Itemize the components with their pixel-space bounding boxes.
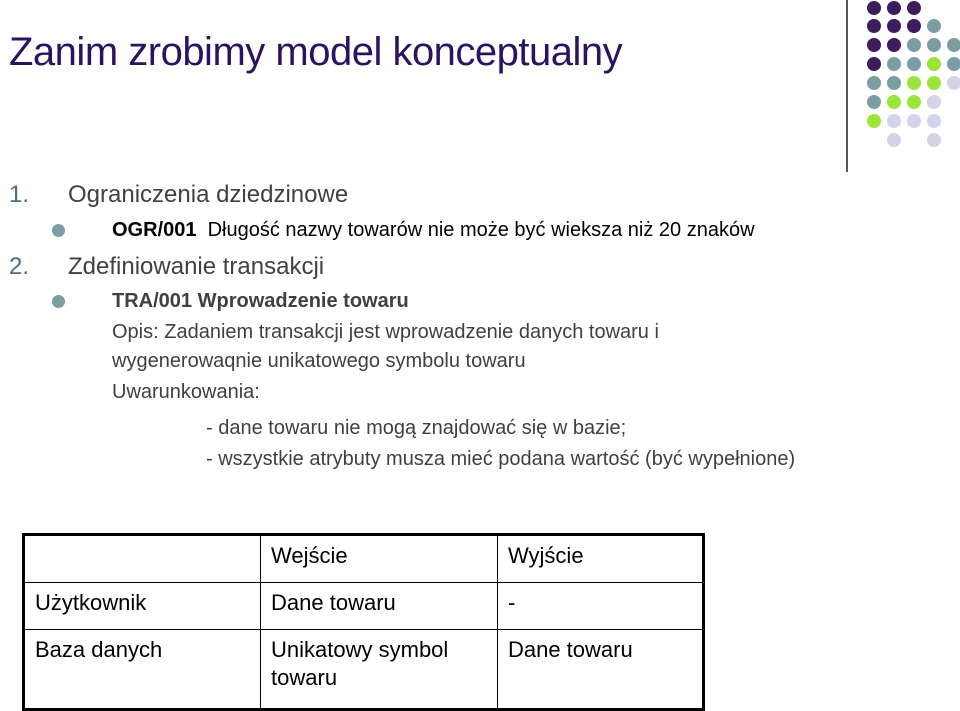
table-header-row [24, 535, 704, 583]
decorative-dot [887, 19, 901, 33]
section-2-heading: Zdefiniowanie transakcji [68, 253, 325, 280]
table-cell: Dane towaru [497, 630, 703, 710]
table-header-cell: Wyjście [497, 535, 703, 583]
decorative-dot [867, 114, 881, 128]
constraint-code: OGR/001 [112, 219, 197, 241]
condition-item: - dane towaru nie mogą znajdować się w bazie; [206, 417, 627, 439]
table-cell: Użytkownik [24, 583, 261, 630]
decorative-dot [947, 76, 960, 90]
decorative-dot [907, 57, 921, 71]
section-1-bullet [112, 219, 755, 242]
decorative-dot [907, 114, 921, 128]
section-2-number: 2. [9, 253, 30, 280]
table-header-cell: Wejście [261, 535, 498, 583]
section-2-bullet [112, 290, 409, 313]
decorative-dot [927, 38, 941, 52]
table-cell: Dane towaru [261, 583, 498, 630]
bullet-dot-icon [52, 224, 65, 237]
decorative-dot-grid [0, 0, 960, 180]
decorative-dot [887, 133, 901, 147]
table-header-cell [24, 535, 261, 583]
section-1-number: 1. [9, 181, 30, 208]
description-line-1: Opis: Zadaniem transakcji jest wprowadzenie danych towaru i [112, 321, 659, 343]
conditions-label: Uwarunkowania: [112, 381, 260, 403]
constraint-text: Długość nazwy towarów nie może być wieksza niż 20 znaków [207, 219, 755, 241]
decorative-dot [887, 114, 901, 128]
decorative-dot [907, 76, 921, 90]
decorative-dot [927, 114, 941, 128]
input-output-table [22, 533, 705, 711]
decorative-dot [867, 57, 881, 71]
decorative-dot [927, 57, 941, 71]
decorative-dot [887, 38, 901, 52]
table-cell: - [497, 583, 703, 630]
decorative-dot [887, 57, 901, 71]
transaction-code: TRA/001 [112, 290, 193, 312]
decorative-dot [867, 1, 881, 15]
transaction-name: Wprowadzenie towaru [197, 290, 409, 312]
decorative-dot [907, 1, 921, 15]
decorative-dot [947, 57, 960, 71]
decorative-dot [927, 133, 941, 147]
decorative-dot [907, 19, 921, 33]
description-line-2: wygenerowaqnie unikatowego symbolu towaru [112, 350, 526, 372]
section-1-heading: Ograniczenia dziedzinowe [68, 181, 349, 208]
decorative-dot [867, 95, 881, 109]
decorative-dot [887, 95, 901, 109]
slide-title: Zanim zrobimy model konceptualny [9, 30, 623, 74]
decorative-dot [907, 38, 921, 52]
table-row [24, 630, 704, 710]
decorative-dot [887, 76, 901, 90]
decorative-dot [867, 38, 881, 52]
decorative-dot [867, 19, 881, 33]
decorative-dot [887, 1, 901, 15]
table-row [24, 583, 704, 630]
vertical-divider-line [846, 0, 848, 172]
decorative-dot [927, 19, 941, 33]
condition-item: - wszystkie atrybuty musza mieć podana wartość (być wypełnione) [206, 448, 796, 470]
table-cell: Unikatowy symbol towaru [261, 630, 498, 710]
decorative-dot [867, 76, 881, 90]
decorative-dot [927, 76, 941, 90]
decorative-dot [907, 95, 921, 109]
decorative-dot [927, 95, 941, 109]
decorative-dot [947, 38, 960, 52]
table-cell: Baza danych [24, 630, 261, 710]
bullet-dot-icon [52, 295, 65, 308]
